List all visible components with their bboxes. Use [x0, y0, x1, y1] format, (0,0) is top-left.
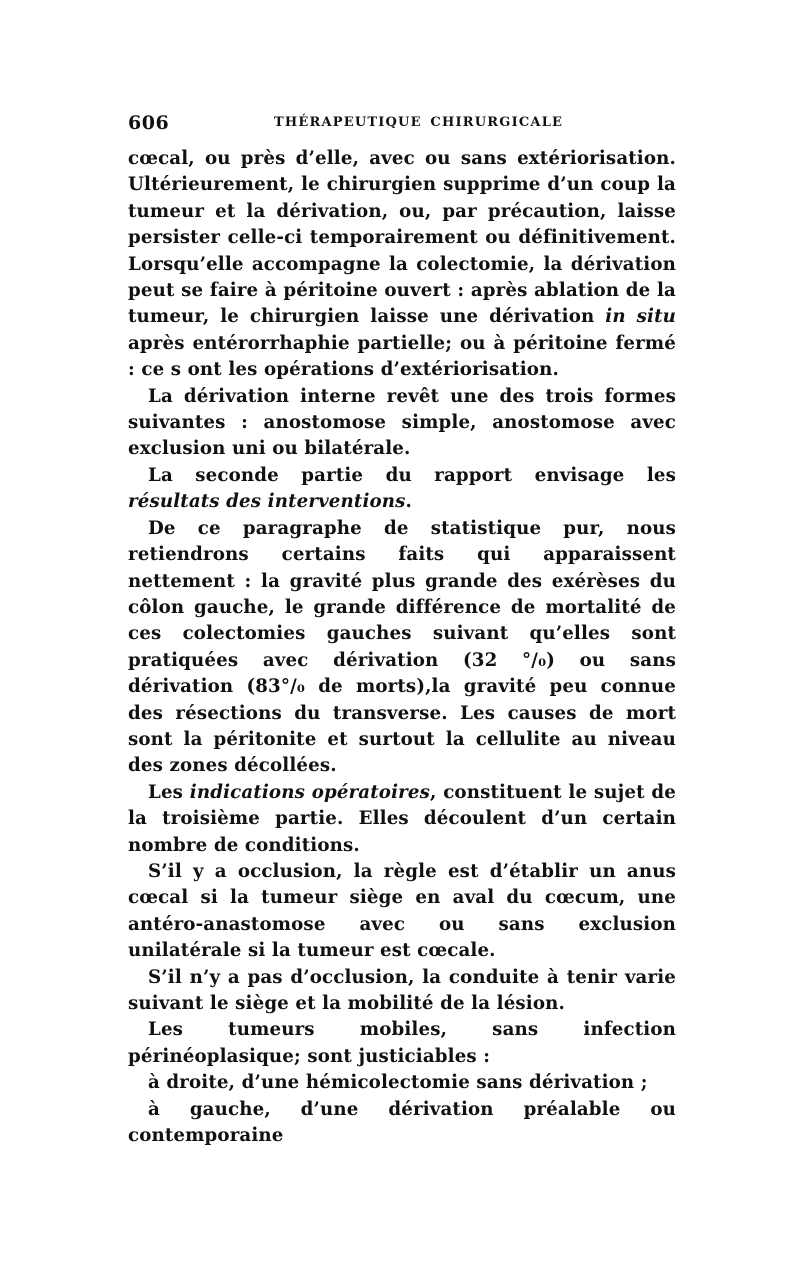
text-run: Les tumeurs mobiles, sans infection périnéoplasique; sont justiciables :: [128, 1019, 676, 1067]
running-head: [128, 112, 676, 146]
paragraph-left-side: [128, 1097, 676, 1150]
text-run: cœcal, ou près d’elle, avec ou sans extériorisation. Ultérieurement, le chirurgien supprime d’un coup la tumeur et la dérivation, ou, par précaution, laisse persister celle-ci temporairement ou définitivement. Lorsqu’elle accompagne la colectomie, la dérivation peut se faire à péritoine ouvert : après ablation de la tumeur, le chirurgien laisse une dérivation: [128, 148, 676, 328]
text-run: La dérivation interne revêt une des trois formes suivantes : anostomose simple, anostomose avec exclusion uni ou bilatérale.: [128, 385, 676, 460]
italic-text-indications: indications opératoires: [189, 781, 430, 803]
italic-text-in-situ: in situ: [605, 306, 676, 328]
book-page: [128, 112, 676, 1149]
paragraph-internal-derivation: [128, 384, 676, 463]
text-run: S’il n’y a pas d’occlusion, la conduite à tenir varie suivant le siège et la mobilité de la lésion.: [128, 966, 676, 1014]
paragraph-continuation: [128, 146, 676, 384]
text-run: Les: [148, 781, 190, 803]
text-run: De ce paragraphe de statistique pur, nous retiendrons certains faits qui apparaissent nettement : la gravité plus grande des exérèses du côlon gauche, le grande différence de mortalité de ces colectomies gauches suivant qu’elles sont pratiquées avec dérivation (32 °/₀) ou sans dérivation (83°/₀ de morts),la gravité peu connue des résections du transverse. Les causes de mort sont la péritonite et surtout la cellulite au niveau des zones décollées.: [128, 517, 676, 777]
text-run: , constituent le sujet de la troisième partie. Elles découlent d’un certain nombre de conditions.: [128, 781, 676, 856]
text-run: après entérorrhaphie partielle; ou à péritoine fermé : ce s ont les opérations d’extériorisation.: [128, 332, 676, 381]
paragraph-mobile-tumors: [128, 1017, 676, 1070]
running-title: THÉRAPEUTIQUE CHIRURGICALE: [274, 115, 564, 130]
paragraph-no-occlusion: [128, 965, 676, 1018]
paragraph-indications: [128, 780, 676, 859]
page-number: 606: [128, 112, 170, 134]
paragraph-statistics: [128, 516, 676, 780]
text-run: La seconde partie du rapport envisage les: [148, 464, 676, 486]
paragraph-second-part: [128, 463, 676, 516]
paragraph-right-side: [128, 1070, 676, 1096]
body-text: [128, 146, 676, 1149]
paragraph-occlusion: [128, 859, 676, 965]
italic-text-results: résultats des interventions: [128, 491, 406, 513]
text-run: à gauche, d’une dérivation préalable ou contemporaine: [128, 1098, 676, 1147]
text-run: à droite, d’une hémicolectomie sans dérivation ;: [148, 1072, 648, 1094]
text-run: .: [405, 491, 413, 513]
text-run: S’il y a occlusion, la règle est d’établir un anus cœcal si la tumeur siège en aval du cœcum, une antéro-anastomose avec ou sans exclusion unilatérale si la tumeur est cœcale.: [128, 860, 676, 962]
